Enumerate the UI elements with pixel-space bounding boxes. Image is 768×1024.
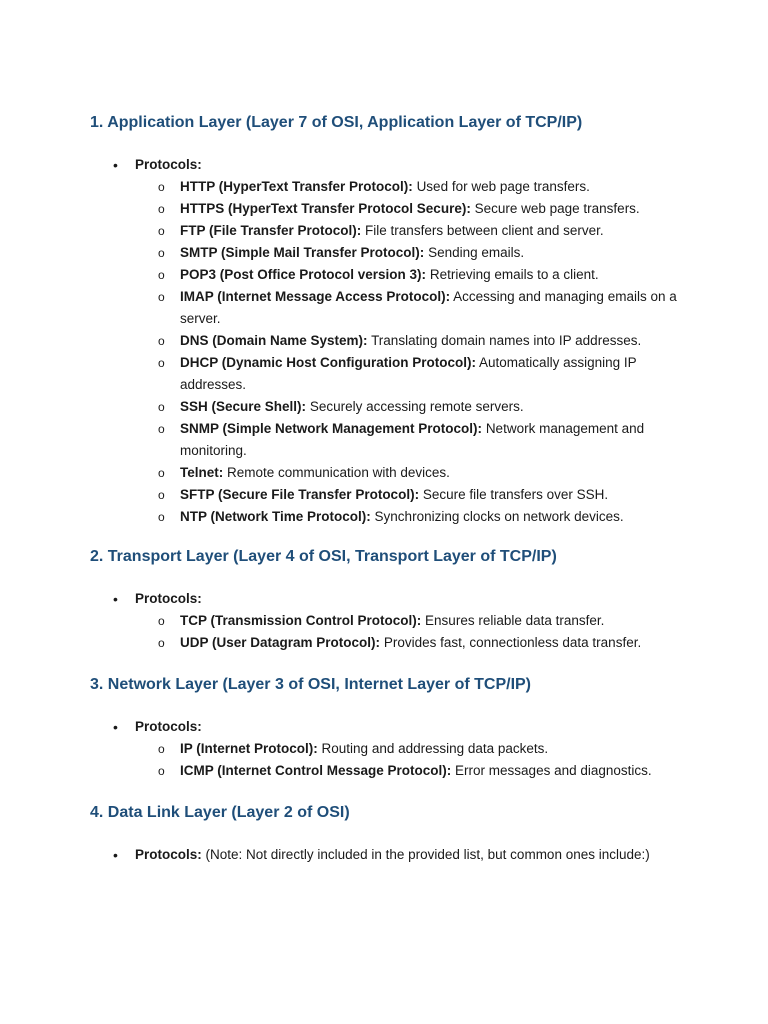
protocol-desc: Secure file transfers over SSH.	[422, 487, 609, 502]
protocol-desc: Synchronizing clocks on network devices.	[374, 509, 624, 524]
section-data-link-layer	[90, 802, 698, 866]
protocol-item	[180, 286, 698, 330]
bullet-list	[90, 154, 698, 528]
section-heading: 1. Application Layer (Layer 7 of OSI, Application Layer of TCP/IP)	[90, 114, 583, 131]
section-application-layer	[90, 112, 698, 528]
protocol-name: SNMP (Simple Network Management Protocol):	[180, 421, 483, 436]
protocol-name: ICMP (Internet Control Message Protocol):	[180, 763, 452, 778]
protocol-name: HTTP (HyperText Transfer Protocol):	[180, 179, 413, 194]
protocol-item	[180, 220, 698, 242]
protocol-name: UDP (User Datagram Protocol):	[180, 635, 381, 650]
protocol-name: IMAP (Internet Message Access Protocol):	[180, 289, 451, 304]
protocol-item	[180, 632, 698, 654]
protocol-name: FTP (File Transfer Protocol):	[180, 223, 362, 238]
protocol-desc: Securely accessing remote servers.	[309, 399, 524, 414]
protocol-name: IP (Internet Protocol):	[180, 741, 318, 756]
protocol-item	[180, 264, 698, 286]
section-network-layer	[90, 674, 698, 782]
protocol-item	[180, 352, 698, 396]
bullet-label: Protocols:	[135, 847, 202, 862]
protocol-list	[135, 738, 698, 782]
bullet-label: Protocols:	[135, 719, 202, 734]
protocol-desc: Sending emails.	[428, 245, 525, 260]
list-item	[135, 588, 698, 654]
protocol-name: POP3 (Post Office Protocol version 3):	[180, 267, 427, 282]
protocol-name: SFTP (Secure File Transfer Protocol):	[180, 487, 420, 502]
bullet-label: Protocols:	[135, 591, 202, 606]
protocol-name: TCP (Transmission Control Protocol):	[180, 613, 422, 628]
bullet-list	[90, 716, 698, 782]
protocol-desc: Retrieving emails to a client.	[429, 267, 599, 282]
protocol-list	[135, 176, 698, 528]
protocol-desc: Routing and addressing data packets.	[321, 741, 549, 756]
protocol-item	[180, 176, 698, 198]
protocol-name: HTTPS (HyperText Transfer Protocol Secure):	[180, 201, 471, 216]
protocol-name: SSH (Secure Shell):	[180, 399, 307, 414]
protocol-desc: Error messages and diagnostics.	[455, 763, 652, 778]
section-heading: 2. Transport Layer (Layer 4 of OSI, Transport Layer of TCP/IP)	[90, 548, 557, 565]
section-heading: 4. Data Link Layer (Layer 2 of OSI)	[90, 804, 350, 821]
protocol-item	[180, 484, 698, 506]
protocol-desc: Ensures reliable data transfer.	[425, 613, 605, 628]
bullet-note: (Note: Not directly included in the provided list, but common ones include:)	[205, 847, 650, 862]
protocol-desc: Automatically assigning IP addresses.	[180, 355, 637, 392]
protocol-name: NTP (Network Time Protocol):	[180, 509, 371, 524]
protocol-name: DNS (Domain Name System):	[180, 333, 368, 348]
protocol-item	[180, 330, 698, 352]
protocol-desc: Secure web page transfers.	[474, 201, 640, 216]
protocol-list	[135, 610, 698, 654]
protocol-item	[180, 396, 698, 418]
protocol-name: SMTP (Simple Mail Transfer Protocol):	[180, 245, 425, 260]
protocol-item	[180, 760, 698, 782]
list-item	[135, 716, 698, 782]
bullet-list	[90, 588, 698, 654]
protocol-item	[180, 418, 698, 462]
bullet-list	[90, 844, 698, 866]
protocol-desc: Remote communication with devices.	[227, 465, 450, 480]
section-transport-layer	[90, 546, 698, 654]
protocol-item	[180, 506, 698, 528]
protocol-item	[180, 738, 698, 760]
protocol-desc: File transfers between client and server.	[365, 223, 604, 238]
protocol-desc: Translating domain names into IP addresses.	[371, 333, 642, 348]
protocol-name: DHCP (Dynamic Host Configuration Protocol):	[180, 355, 477, 370]
protocol-desc: Accessing and managing emails on a server.	[180, 289, 677, 326]
protocol-name: Telnet:	[180, 465, 224, 480]
protocol-item	[180, 242, 698, 264]
protocol-desc: Used for web page transfers.	[416, 179, 590, 194]
protocol-item	[180, 198, 698, 220]
protocol-item	[180, 610, 698, 632]
section-heading: 3. Network Layer (Layer 3 of OSI, Internet Layer of TCP/IP)	[90, 676, 532, 693]
list-item	[135, 844, 698, 866]
bullet-label: Protocols:	[135, 157, 202, 172]
list-item	[135, 154, 698, 528]
protocol-desc: Network management and monitoring.	[180, 421, 645, 458]
protocol-desc: Provides fast, connectionless data transfer.	[383, 635, 642, 650]
protocol-item	[180, 462, 698, 484]
